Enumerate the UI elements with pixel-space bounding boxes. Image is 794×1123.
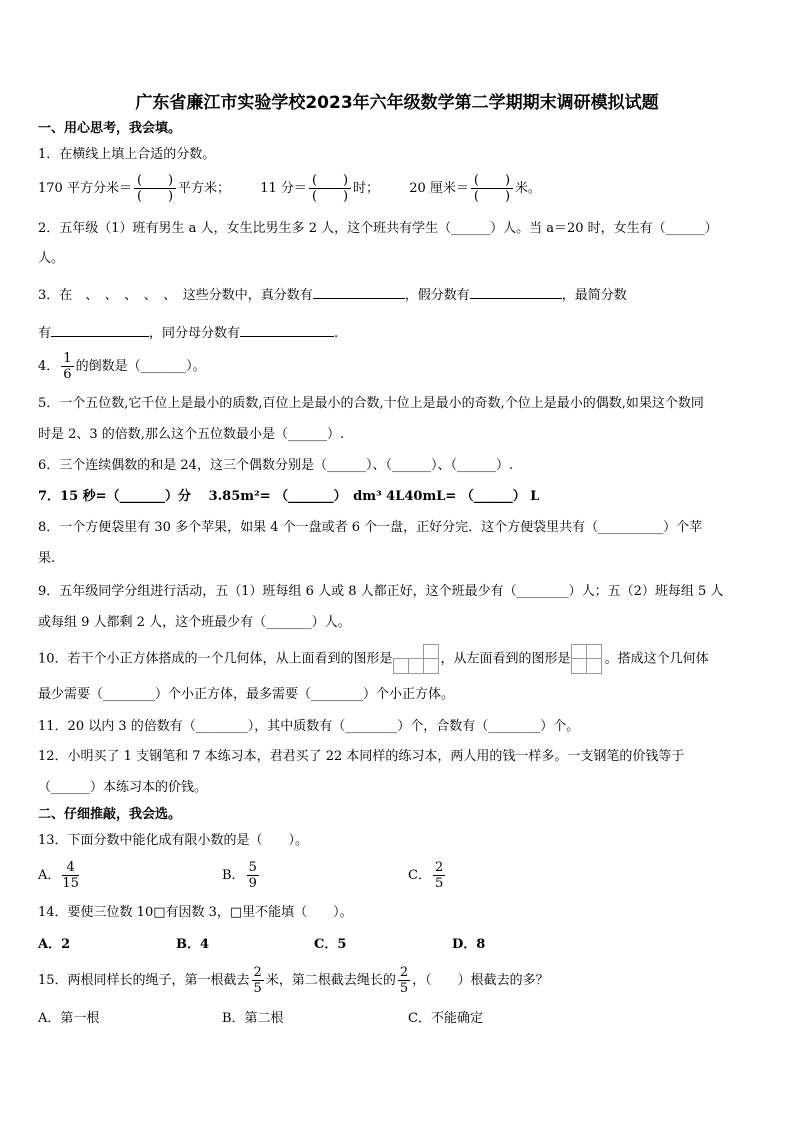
question-1-items bbox=[38, 170, 756, 208]
q15-option-c[interactable]: C．不能确定 bbox=[408, 1011, 483, 1026]
question-1-text: 1．在横线上填上合适的分数。 bbox=[38, 147, 216, 162]
q3-blank-simplest[interactable] bbox=[51, 322, 149, 337]
q3-blank-same-denominator[interactable] bbox=[240, 322, 334, 337]
q15-option-a[interactable]: A．第一根 bbox=[38, 1011, 100, 1026]
question-12-line-2: （______）本练习本的价钱。 bbox=[38, 780, 208, 795]
q14-option-b[interactable]: B．4 bbox=[176, 937, 210, 952]
left-view-figure bbox=[571, 644, 605, 674]
q3-blank-proper[interactable] bbox=[313, 284, 405, 299]
q1-item-a-label: 170 平方分米＝ bbox=[38, 181, 132, 196]
q1-item-b-fraction[interactable]: $\frac{( )}{( )}$ bbox=[309, 173, 351, 204]
q14-option-c[interactable]: C．5 bbox=[314, 937, 347, 952]
page-title: 广东省廉江市实验学校2023年六年级数学第二学期期末调研模拟试题 bbox=[135, 93, 659, 113]
question-9-line-1: 9．五年级同学分组进行活动，五（1）班每组 6 人或 8 人都正好，这个班最少有（________）人；五（2）班每组 5 人 bbox=[38, 584, 724, 599]
question-3-line-2: 有 ，同分母分数有 . bbox=[38, 322, 756, 343]
q4-fraction: $\frac{1}{6}$ bbox=[63, 351, 72, 382]
q13-option-a[interactable]: A． $\frac{4}{15}$ bbox=[38, 860, 79, 891]
question-6: 6．三个连续偶数的和是 24，这三个偶数分别是（______）、（______）、（______）. bbox=[38, 458, 514, 473]
question-4: 4． $\frac{1}{6}$ 的倒数是（_______）。 bbox=[38, 351, 206, 382]
question-5-line-1: 5．一个五位数,它千位上是最小的质数,百位上是最小的合数,十位上是最小的奇数,个位上是最小的偶数,如果这个数同 bbox=[38, 396, 704, 411]
q14-option-a[interactable]: A．2 bbox=[38, 937, 71, 952]
q14-option-d[interactable]: D．8 bbox=[452, 937, 486, 952]
question-13-text: 13．下面分数中能化成有限小数的是（ ）。 bbox=[38, 833, 309, 848]
section-2-heading: 二、仔细推敲，我会选。 bbox=[38, 807, 182, 822]
top-view-figure bbox=[393, 644, 441, 674]
q13-option-c[interactable]: C． $\frac{2}{5}$ bbox=[408, 860, 444, 891]
q3-blank-improper[interactable] bbox=[470, 284, 562, 299]
q1-item-a-fraction[interactable]: $\frac{( )}{( )}$ bbox=[134, 173, 176, 204]
question-14-text: 14．要使三位数 10□有因数 3，□里不能填（ ）。 bbox=[38, 905, 353, 920]
question-9-line-2: 或每组 9 人都剩 2 人，这个班最少有（_______）人。 bbox=[38, 615, 351, 630]
question-3-line-1: 3．在 、 、 、 、 、 这些分数中，真分数有 ，假分数有 ，最简分数 bbox=[38, 284, 756, 305]
q15-option-b[interactable]: B．第二根 bbox=[222, 1011, 284, 1026]
q1-item-c-label: 20 厘米＝ bbox=[409, 181, 469, 196]
question-11: 11．20 以内 3 的倍数有（________），其中质数有（________）个，合数有（________）个。 bbox=[38, 719, 580, 734]
question-10-line-2: 最少需要（________）个小正方体，最多需要（________）个小正方体。 bbox=[38, 687, 455, 702]
question-10-line-1: 10．若干个小正方体搭成的一个几何体，从上面看到的图形是 ，从左面看到的图形是 。搭成这个几何体 bbox=[38, 644, 756, 675]
q1-item-b-label: 11 分＝ bbox=[260, 181, 307, 196]
question-5-line-2: 时是 2、3 的倍数,那么这个五位数最小是（______）. bbox=[38, 427, 345, 442]
question-15-text: 15．两根同样长的绳子，第一根截去 $\frac{2}{5}$ 米，第二根截去绳长的 $\frac{2}{5}$ ，（ ）根截去的多？ bbox=[38, 965, 549, 996]
question-2-line-2: 人。 bbox=[38, 251, 65, 266]
question-12-line-1: 12．小明买了 1 支钢笔和 7 本练习本，君君买了 22 本同样的练习本，两人用的钱一样多。一支钢笔的价钱等于 bbox=[38, 749, 685, 764]
question-8-line-1: 8．一个方便袋里有 30 多个苹果，如果 4 个一盘或者 6 个一盘，正好分完．这个方便袋里共有（__________）个苹 bbox=[38, 520, 703, 535]
question-2-line-1: 2．五年级（1）班有男生 a 人，女生比男生多 2 人，这个班共有学生（______）人。当 a＝20 时，女生有（______） bbox=[38, 221, 718, 236]
q1-item-c-unit: 米。 bbox=[514, 181, 541, 196]
q1-item-a-unit: 平方米； bbox=[177, 181, 230, 196]
q15-fraction-2: $\frac{2}{5}$ bbox=[399, 965, 409, 996]
question-7: 7．15 秒=（_______）分 3.85m²= （_______） dm³ 4L40mL= （______） L bbox=[38, 489, 540, 504]
q1-item-c-fraction[interactable]: $\frac{( )}{( )}$ bbox=[471, 173, 513, 204]
q13-option-b[interactable]: B． $\frac{5}{9}$ bbox=[222, 860, 257, 891]
question-8-line-2: 果. bbox=[38, 551, 56, 566]
q15-fraction-1: $\frac{2}{5}$ bbox=[253, 965, 262, 996]
section-1-heading: 一、用心思考，我会填。 bbox=[38, 121, 182, 136]
q1-item-b-unit: 时； bbox=[352, 181, 379, 196]
